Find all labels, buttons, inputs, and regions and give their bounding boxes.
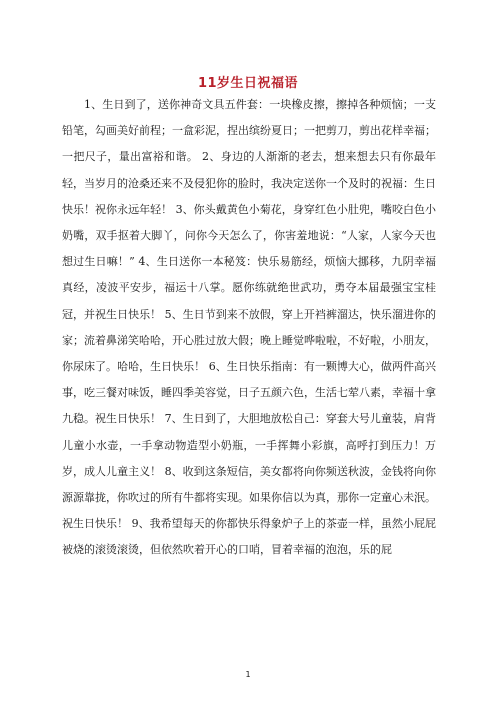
document-body-text: 1、生日到了，送你神奇文具五件套：一块橡皮擦，擦掉各种烦恼；一支铅笔，勾画美好前程；一盒彩泥，捏出缤纷夏日；一把剪刀，剪出花样幸福；一把尺子，量出富裕和谐。 2、身边的人渐渐的老去，想来想去只有你最年轻，当岁月的沧桑还来不及侵犯你的脸时，我决定送你一个及时的祝福：生日快乐！祝你永远年轻！ 3、你头戴黄色小菊花，身穿红色小肚兜，嘴咬白色小奶嘴，双手抠着大脚丫，问你今天怎么了，你害羞地说：“人家，人家今天也想过生日嘛！” 4、生日送你一本秘笈：快乐易筋经，烦恼大挪移，九阴幸福真经，凌波平安步，福运十八掌。愿你练就绝世武功，勇夺本届最强宝宝桂冠，并祝生日快乐！ 5、生日节到来不放假，穿上开裆裤溜达，快乐溜进你的家；流着鼻涕笑哈哈，开心胜过放大假；晚上睡觉哗啦啦，不好啦，小朋友，你尿床了。哈哈，生日快乐！ 6、生日快乐指南：有一颗博大心，做两件高兴事，吃三餐对味饭，睡四季美容觉，日子五颜六色，生活七荤八素，幸福十拿九稳。祝生日快乐！ 7、生日到了，大胆地放松自己：穿套大号儿童装，肩背儿童小水壶，一手拿动物造型小奶瓶，一手挥舞小彩旗，高呼打到压力！万岁，成人儿童主义！ 8、收到这条短信，美女都将向你频送秋波，金钱将向你源源靠拢，你吹过的所有牛都将实现。如果你信以为真，那你一定童心未泯。祝生日快乐！ 9、我希望每天的你都快乐得象炉子上的茶壶一样，虽然小屁屁被烧的滚烫滚烫，但依然吹着开心的口哨，冒着幸福的泡泡，乐的屁 xyxy=(62,98,436,557)
document-title: 11岁生日祝福语 xyxy=(197,76,299,91)
page-number: 1 xyxy=(245,670,251,679)
